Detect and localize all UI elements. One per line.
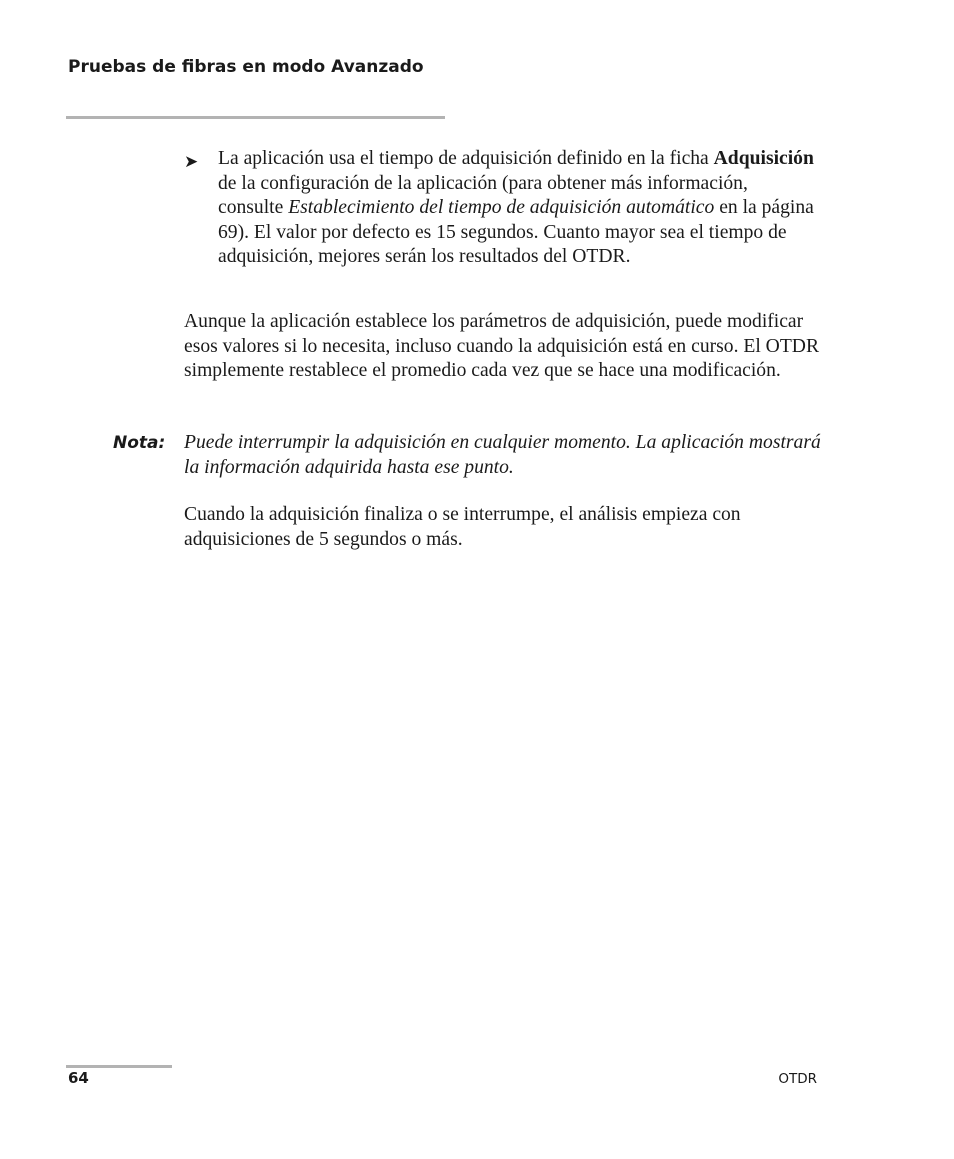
footer-product-name: OTDR [778, 1071, 817, 1087]
arrow-bullet-icon: ➤ [184, 152, 199, 172]
bullet-text-part-2: de la configuración de la aplicación (para obtener más información, consulte [218, 172, 748, 219]
footer-rule [66, 1065, 172, 1068]
body-paragraph-2: Cuando la adquisición finaliza o se interrumpe, el análisis empieza con adquisiciones de 5 segundos o más. [184, 504, 741, 550]
note-label: Nota: [113, 433, 166, 453]
page-header-title: Pruebas de fibras en modo Avanzado [68, 57, 424, 77]
bullet-cross-reference: Establecimiento del tiempo de adquisición automático [288, 197, 715, 219]
bullet-bold-term: Adquisición [713, 148, 814, 169]
page-number: 64 [68, 1069, 89, 1087]
note-text: Puede interrumpir la adquisición en cualquier momento. La aplicación mostrará la información adquirida hasta ese punto. [184, 432, 821, 478]
body-paragraph-1: Aunque la aplicación establece los parámetros de adquisición, puede modificar esos valores si lo necesita, incluso cuando la adquisición está en curso. El OTDR simplemente restablece el promedio cada vez que se hace una modificación. [184, 311, 820, 382]
bullet-text [218, 147, 818, 270]
bullet-text-part-3: en la página 69). El valor por defecto es 15 segundos. Cuanto mayor sea el tiempo de adquisición, mejores serán los resultados del OTDR. [218, 197, 814, 268]
header-rule [66, 116, 445, 119]
bullet-text-part-1: La aplicación usa el tiempo de adquisición definido en la ficha [218, 148, 714, 169]
